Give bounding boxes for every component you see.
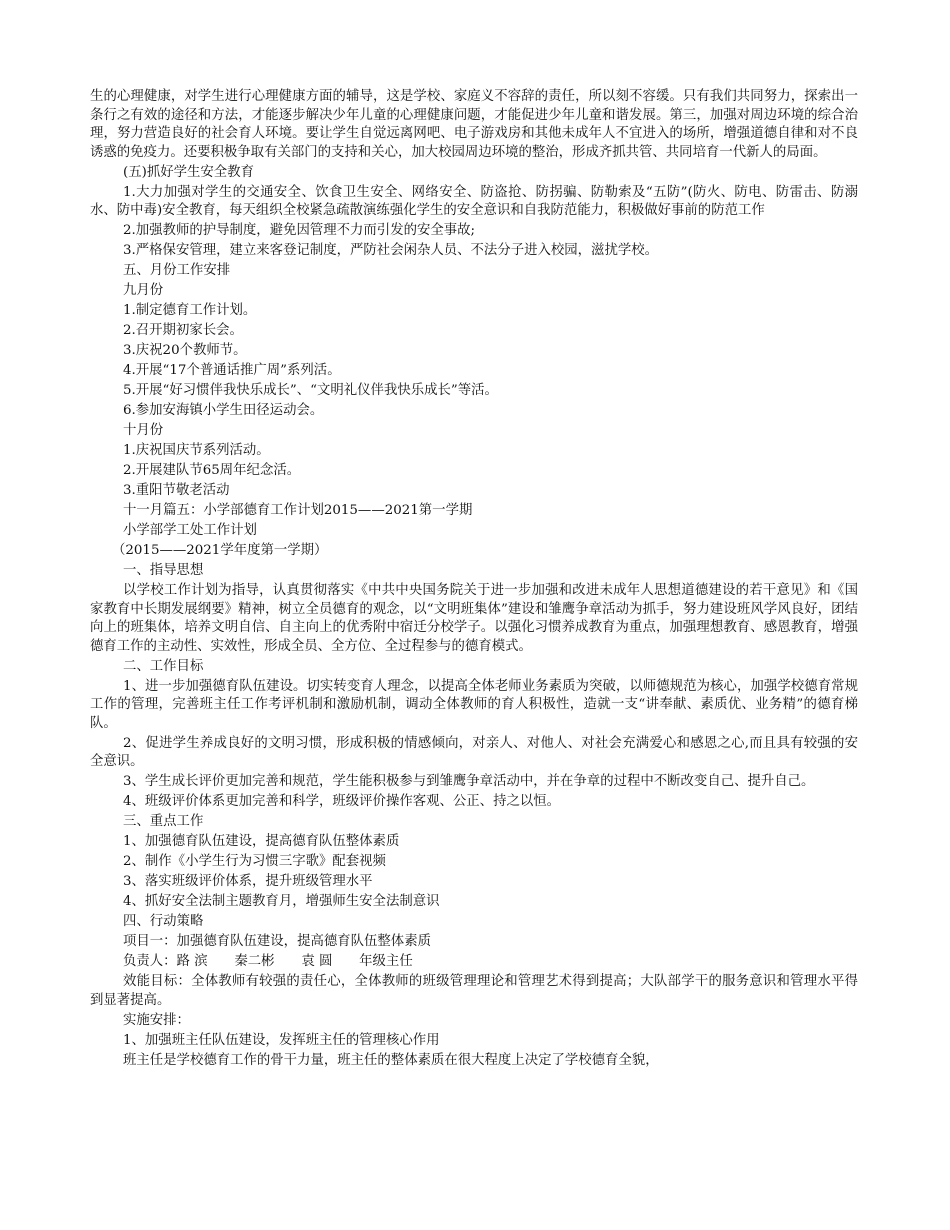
document-paragraph: 4、班级评价体系更加完善和科学，班级评价操作客观、公正、持之以恒。	[123, 794, 561, 809]
document-paragraph: 1.大力加强对学生的交通安全、饮食卫生安全、网络安全、防盗抢、防拐骗、防勒索及“五防”(防火、防电、防雷击、防溺水、防中毒)安全教育，每天组织全校紧急疏散演练强化学生的安全意识和自我防范能力，积极做好事前的防范工作	[90, 184, 858, 218]
document-paragraph: 6.参加安海镇小学生田径运动会。	[123, 403, 324, 418]
document-paragraph: 负责人：路 滨 秦二彬 袁 圆 年级主任	[123, 954, 413, 969]
document-paragraph: 3、学生成长评价更加完善和规范，学生能积极参与到雏鹰争章活动中，并在争章的过程中不断改变自己、提升自己。	[123, 774, 815, 789]
document-paragraph: 1.庆祝国庆节系列活动。	[123, 443, 270, 458]
document-paragraph: 九月份	[123, 283, 164, 298]
document-paragraph: 实施安排：	[123, 1012, 190, 1028]
document-paragraph: 4.开展“17个普通话推广周”系列活。	[123, 363, 341, 378]
document-paragraph: 以学校工作计划为指导，认真贯彻落实《中共中央国务院关于进一步加强和改进未成年人思想道德建设的若干意见》和《国家教育中长期发展纲要》精神，树立全员德育的观念，以“文明班集体”建设和雏鹰争章活动为抓手，努力建设班风学风良好，团结向上的班集体，培养文明自信、自主向上的优秀附中宿迁分校学子。以强化习惯养成教育为重点，加强理想教育、感恩教育，增强德育工作的主动性、实效性，形成全员、全方位、全过程参与的德育模式。	[90, 583, 858, 654]
document-paragraph: (五)抓好学生安全教育	[123, 164, 254, 180]
document-paragraph: 项目一：加强德育队伍建设，提高德育队伍整体素质	[123, 934, 431, 949]
document-paragraph: 三、重点工作	[123, 814, 204, 829]
document-paragraph: 五、月份工作安排	[123, 263, 231, 278]
document-paragraph: 小学部学工处工作计划	[123, 523, 257, 538]
document-paragraph: 1、加强班主任队伍建设，发挥班主任的管理核心作用	[123, 1032, 440, 1048]
document-paragraph: 2.加强教师的护导制度，避免因管理不力而引发的安全事故;	[123, 223, 476, 238]
document-paragraph: 4、抓好安全法制主题教育月，增强师生安全法制意识	[123, 894, 440, 909]
document-paragraph: 3、落实班级评价体系，提升班级管理水平	[123, 874, 373, 889]
document-paragraph: 生的心理健康，对学生进行心理健康方面的辅导，这是学校、家庭义不容辞的责任，所以刻不容缓。只有我们共同努力，探索出一条行之有效的途径和方法，才能逐步解决少年儿童的心理健康问题，才能促进少年儿童和谐发展。第三，加强对周边环境的综合治理，努力营造良好的社会育人环境。要让学生自觉远离网吧、电子游戏房和其他未成年人不宜进入的场所，增强道德自律和对不良诱惑的免疫力。还要积极争取有关部门的支持和关心，加大校园周边环境的整治，形成齐抓共管、共同培育一代新人的局面。	[90, 89, 858, 160]
document-page	[90, 88, 858, 1070]
document-paragraph: 一、指导思想	[123, 563, 204, 578]
document-paragraph: （2015——2021学年度第一学期）	[112, 543, 328, 558]
document-paragraph: 5.开展“好习惯伴我快乐成长”、“文明礼仪伴我快乐成长”等活。	[123, 383, 498, 398]
document-paragraph: 2.召开期初家长会。	[123, 323, 243, 338]
document-paragraph: 1.制定德育工作计划。	[123, 303, 257, 318]
document-paragraph: 二、工作目标	[123, 658, 204, 674]
document-paragraph: 效能目标：全体教师有较强的责任心，全体教师的班级管理理论和管理艺术得到提高；大队部学干的服务意识和管理水平得到显著提高。	[90, 974, 858, 1008]
document-paragraph: 3.庆祝20个教师节。	[123, 343, 247, 358]
document-paragraph: 2、促进学生养成良好的文明习惯，形成积极的情感倾向，对亲人、对他人、对社会充满爱心和感恩之心,而且具有较强的安全意识。	[90, 735, 858, 769]
document-paragraph: 班主任是学校德育工作的骨干力量，班主任的整体素质在很大程度上决定了学校德育全貌，	[123, 1052, 659, 1068]
document-paragraph: 十一月篇五：小学部德育工作计划2015——2021第一学期	[123, 503, 473, 518]
document-paragraph: 四、行动策略	[123, 914, 204, 929]
document-paragraph: 3.严格保安管理，建立来客登记制度，严防社会闲杂人员、不法分子进入校园，滋扰学校。	[123, 243, 659, 258]
document-paragraph: 十月份	[123, 423, 164, 438]
document-paragraph: 1、加强德育队伍建设，提高德育队伍整体素质	[123, 834, 400, 849]
document-paragraph: 3.重阳节敬老活动	[123, 483, 230, 498]
document-paragraph: 2、制作《小学生行为习惯三字歌》配套视频	[123, 854, 386, 869]
document-paragraph: 2.开展建队节65周年纪念活。	[123, 463, 301, 478]
document-paragraph: 1、进一步加强德育队伍建设。切实转变育人理念，以提高全体老师业务素质为突破，以师德规范为核心，加强学校德育常规工作的管理，完善班主任工作考评机制和激励机制，调动全体教师的育人积极性，造就一支“讲奉献、素质优、业务精”的德育梯队。	[90, 678, 858, 731]
